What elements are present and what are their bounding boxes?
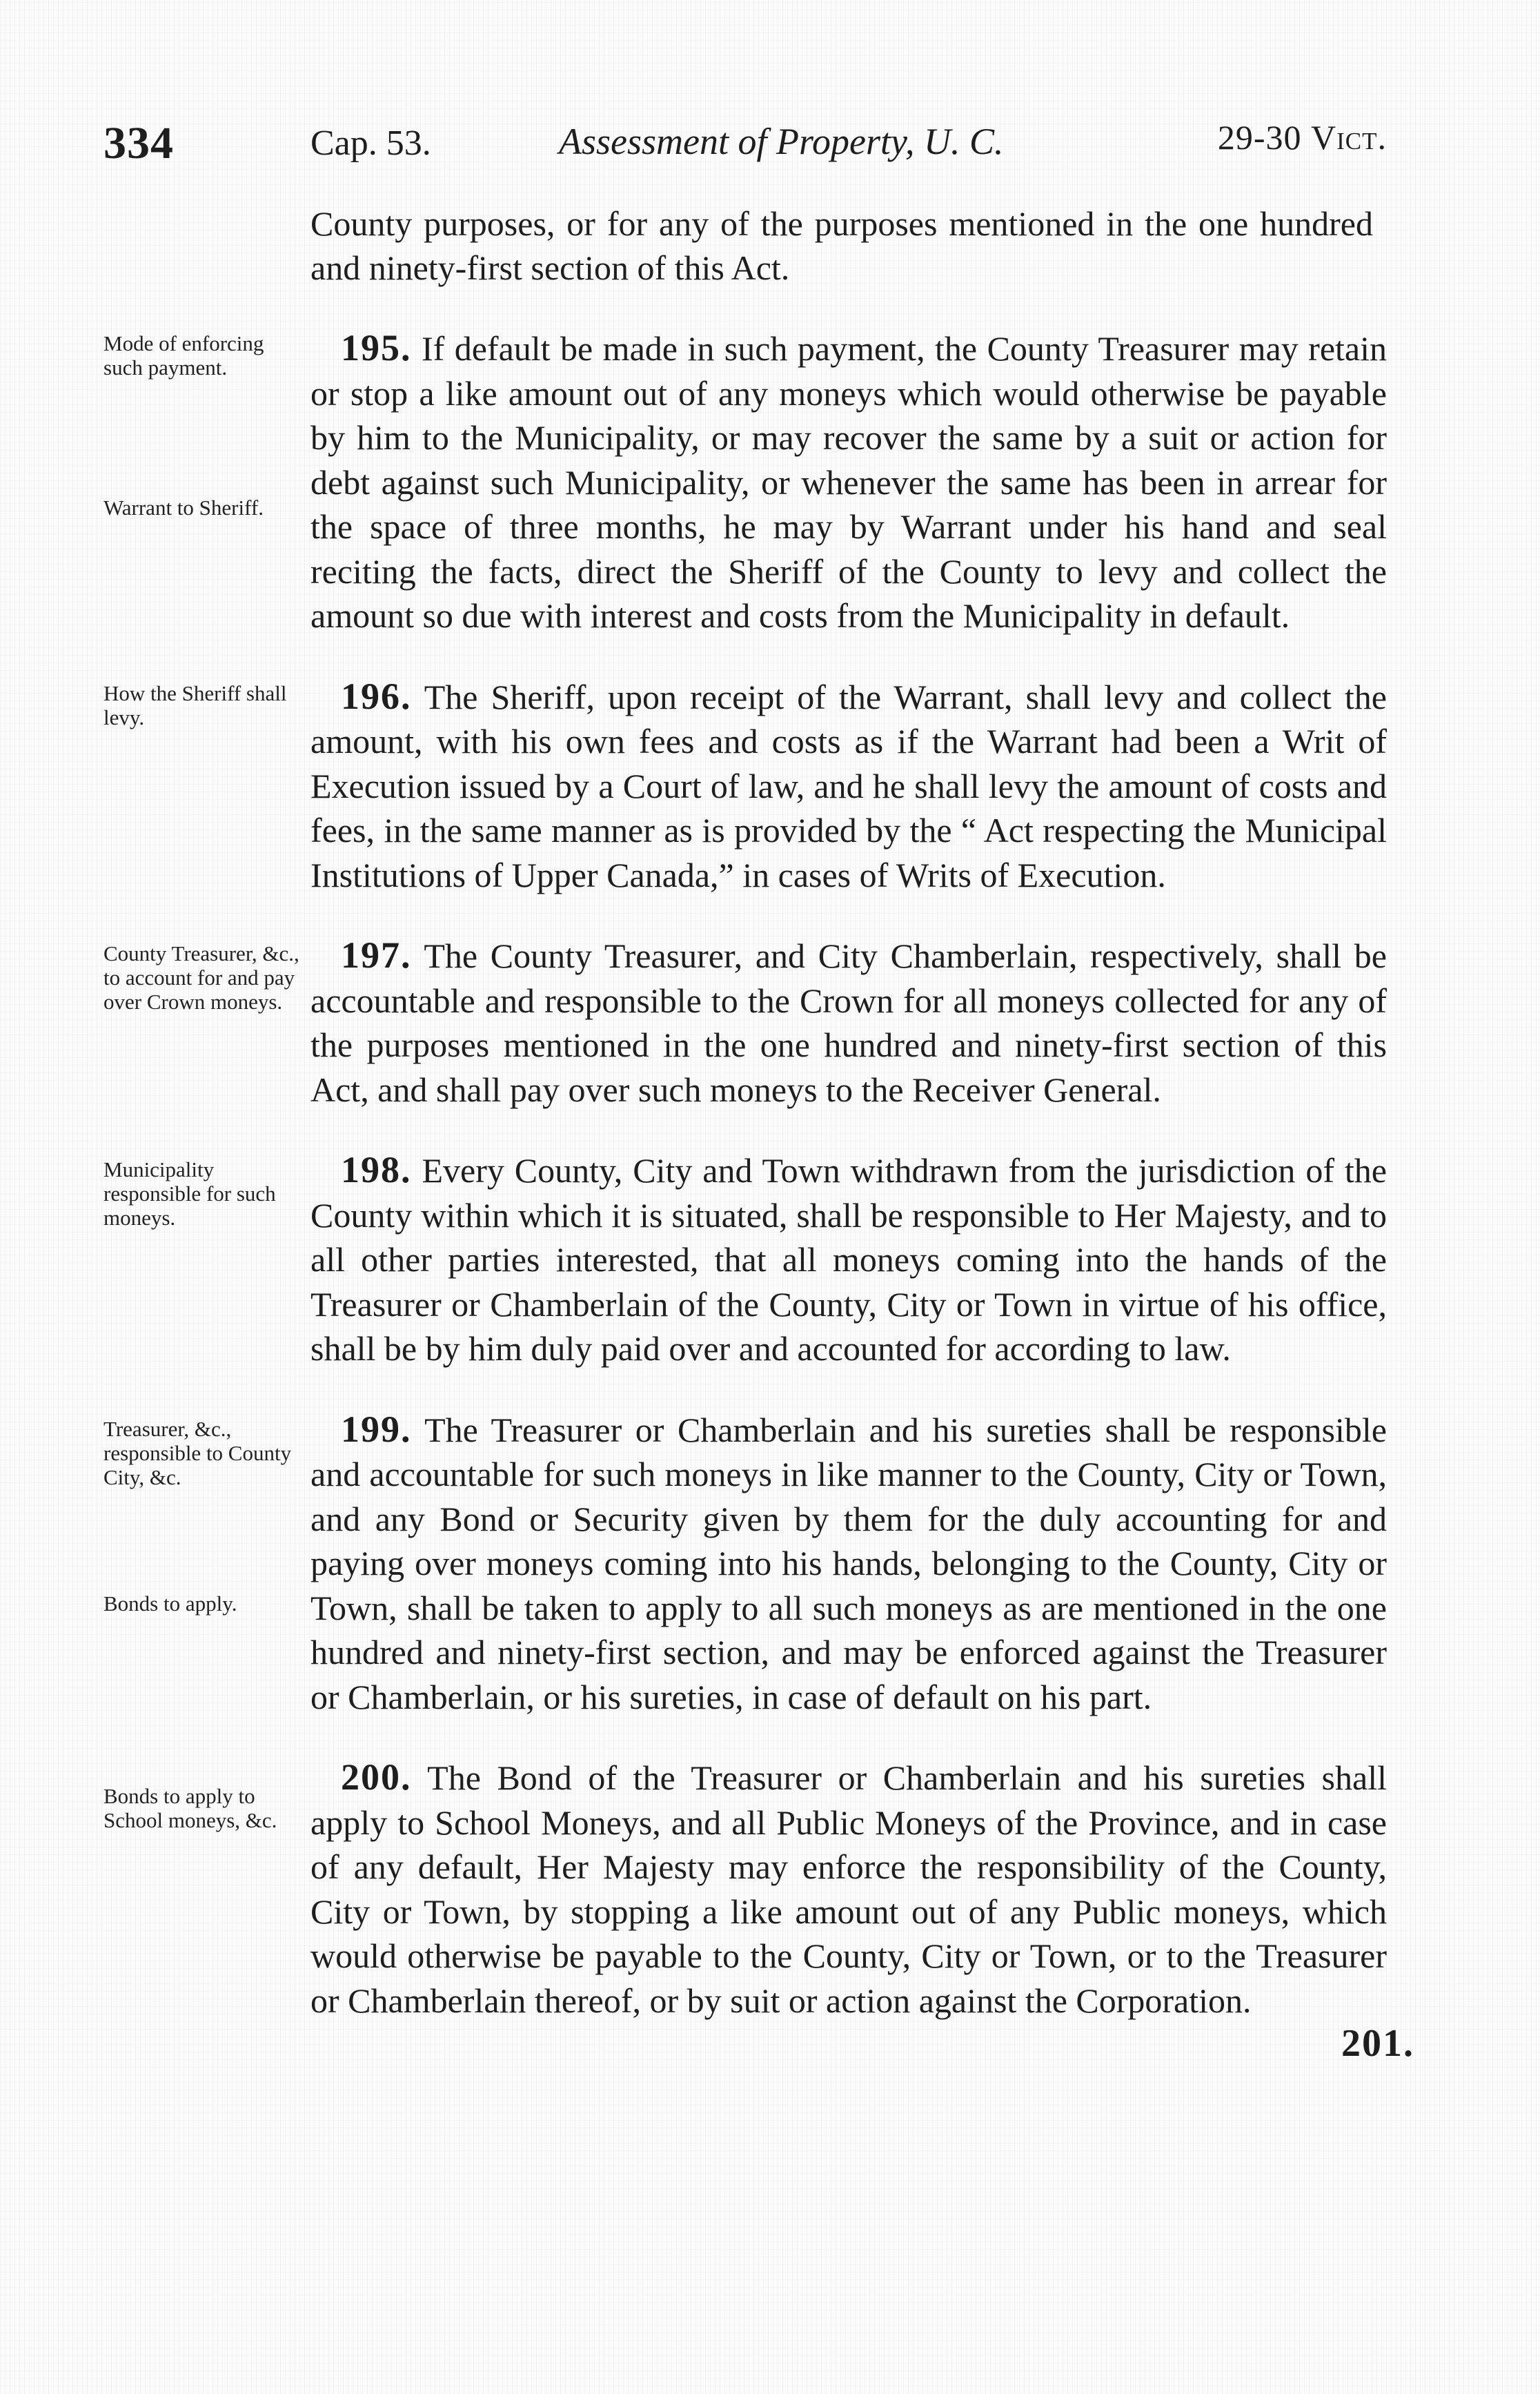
sidenote-column bbox=[103, 1407, 310, 1616]
section-text bbox=[310, 674, 1387, 898]
section-200 bbox=[103, 1755, 1414, 2065]
section-body: The Treasurer or Chamberlain and his sureties shall be responsible and accountable for such moneys in like manner to the County, City or Town, and any Bond or Security given by them for the duly accounting for and paying over moneys coming into his hands, belonging to the County, City or Town, shall be taken to apply to all such moneys as are mentioned in the one hundred and ninety-first section, and may be enforced against the Treasurer or Chamberlain, or his sureties, in case of default on his part. bbox=[310, 1410, 1387, 1716]
sidenote: How the Sheriff shall levy. bbox=[103, 680, 287, 729]
section-199 bbox=[103, 1407, 1414, 1720]
running-title: Assessment of Property, U. C. bbox=[559, 121, 1004, 162]
section-196 bbox=[103, 674, 1414, 898]
section-number: 200. bbox=[341, 1756, 412, 1798]
section-body: If default be made in such payment, the County Treasurer may retain or stop a like amount out of any moneys which would otherwise be payable by him to the Municipality, or may recover the same by a suit or action for debt against such Municipality, or whenever the same has been in arrear for the space of three months, he may by Warrant under his hand and seal reciting the facts, direct the Sheriff of the County to levy and collect the amount so due with interest and costs from the Municipality in default. bbox=[310, 329, 1387, 635]
page-content bbox=[103, 202, 1414, 2065]
regnal-year bbox=[1218, 117, 1387, 157]
section-text bbox=[310, 933, 1387, 1112]
page-number: 334 bbox=[103, 118, 174, 168]
regnal-year-word: Vict. bbox=[1311, 118, 1387, 157]
sidenote-column bbox=[103, 933, 310, 1014]
sidenote: Mode of enforcing such payment. bbox=[103, 331, 264, 380]
sidenote: County Treasurer, &c., to account for and pay over Crown moneys. bbox=[103, 941, 299, 1014]
sidenote: Warrant to Sheriff. bbox=[103, 496, 264, 520]
section-number: 196. bbox=[341, 675, 412, 717]
section-body: The County Treasurer, and City Chamberlain, respectively, shall be accountable and responsible to the Crown for all moneys collected for any of the purposes mentioned in the one hundred and ninety-first section of this Act, and shall pay over such moneys to the Receiver General. bbox=[310, 936, 1387, 1109]
catchword: 201. bbox=[1341, 2022, 1414, 2065]
sidenote: Bonds to apply to School moneys, &c. bbox=[103, 1784, 277, 1832]
section-198 bbox=[103, 1148, 1414, 1371]
regnal-year-number: 29-30 bbox=[1217, 118, 1302, 157]
section-text bbox=[310, 326, 1387, 638]
sidenote: Treasurer, &c., responsible to County City, &c. bbox=[103, 1416, 292, 1489]
page-header bbox=[103, 117, 1387, 186]
continuation-paragraph: County purposes, or for any of the purposes mentioned in the one hundred and ninety-first section of this Act. bbox=[310, 204, 1373, 287]
sidenote: Municipality responsible for such moneys. bbox=[103, 1157, 276, 1230]
section-197 bbox=[103, 933, 1414, 1112]
sidenote-column bbox=[103, 326, 310, 520]
sidenote: Bonds to apply. bbox=[103, 1591, 237, 1616]
section-text bbox=[310, 1755, 1387, 2023]
sidenote-column bbox=[103, 1755, 310, 1832]
section-number: 198. bbox=[341, 1149, 412, 1190]
section-body: The Bond of the Treasurer or Chamberlain and his sureties shall apply to School Moneys, and all Public Moneys of the Province, and in case of any default, Her Majesty may enforce the responsibility of the County, City or Town, by stopping a like amount out of any Public moneys, which would otherwise be payable to the County, City or Town, or to the Treasurer or Chamberlain thereof, or by suit or action against the Corporation. bbox=[310, 1758, 1387, 2020]
section-body: The Sheriff, upon receipt of the Warrant, shall levy and collect the amount, with his own fees and costs as if the Warrant had been a Writ of Execution issued by a Court of law, and he shall levy the amount of costs and fees, in the same manner as is provided by the “ Act respecting the Municipal Institutions of Upper Canada,” in cases of Writs of Execution. bbox=[310, 677, 1387, 894]
section-text bbox=[310, 1407, 1387, 1720]
sidenote-column bbox=[103, 1148, 310, 1230]
chapter-label: Cap. 53. bbox=[310, 124, 431, 163]
section-text bbox=[310, 1148, 1387, 1371]
section-195 bbox=[103, 326, 1414, 638]
section-number: 195. bbox=[341, 327, 412, 369]
section-body: Every County, City and Town withdrawn from the jurisdiction of the County within which it is situated, shall be responsible to Her Majesty, and to all other parties interested, that all moneys coming into the hands of the Treasurer or Chamberlain of the County, City or Town in virtue of his office, shall be by him duly paid over and accounted for according to law. bbox=[310, 1151, 1387, 1368]
section-number: 197. bbox=[341, 934, 412, 976]
section-number: 199. bbox=[341, 1408, 412, 1450]
sidenote-column bbox=[103, 674, 310, 729]
